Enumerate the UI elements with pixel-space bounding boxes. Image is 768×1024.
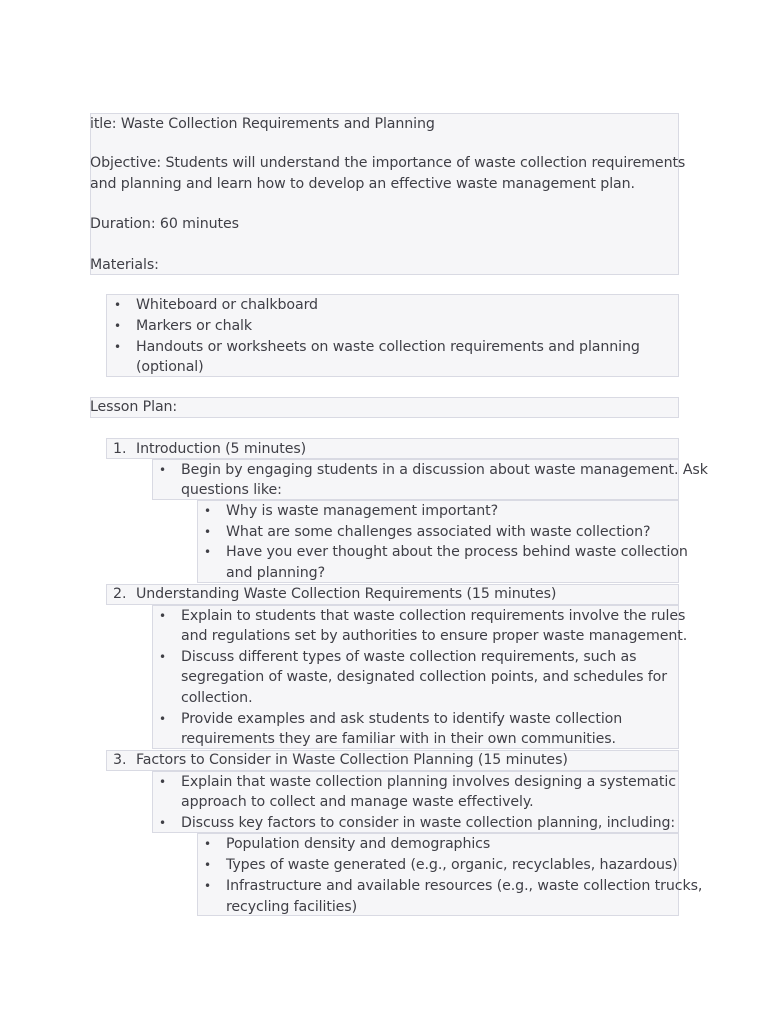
materials-label: Materials: [90,257,159,273]
bullet-icon: • [204,858,212,872]
bullet-icon: • [114,319,122,333]
bullet-icon: • [159,463,167,477]
objective-line-1: Objective: Students will understand the importance of waste collection requirements [90,155,686,171]
bullet-icon: • [159,650,167,664]
materials-item-1: Whiteboard or chalkboard [136,297,318,313]
section-3-bullet-2-line-1: Discuss key factors to consider in waste collection planning, including: [181,815,676,831]
question-1: Why is waste management important? [226,503,499,519]
bullet-icon: • [159,775,167,789]
section-1-bullet-1-line-2: questions like: [181,482,282,498]
section-2-bullet-1-line-2: and regulations set by authorities to ensure proper waste management. [181,628,688,644]
objective-line-2: and planning and learn how to develop an effective waste management plan. [90,176,635,192]
bullet-icon: • [159,816,167,830]
question-2: What are some challenges associated with waste collection? [226,524,651,540]
materials-item-3-line-1: Handouts or worksheets on waste collection requirements and planning [136,339,640,355]
section-2-bullet-1-line-1: Explain to students that waste collection requirements involve the rules [181,608,686,624]
question-3-line-1: Have you ever thought about the process behind waste collection [226,544,688,560]
bullet-icon: • [114,298,122,312]
document-title: itle: Waste Collection Requirements and Planning [90,116,435,132]
section-2-bullet-2-line-2: segregation of waste, designated collection points, and schedules for [181,669,667,685]
bullet-icon: • [204,837,212,851]
bullet-icon: • [114,340,122,354]
bullet-icon: • [204,545,212,559]
section-1-bullet-1-line-1: Begin by engaging students in a discussion about waste management. Ask [181,462,708,478]
factor-3-line-1: Infrastructure and available resources (e.g., waste collection trucks, [226,878,703,894]
question-3-line-2: and planning? [226,565,325,581]
header-block [90,113,679,275]
section-3-number: 3. [113,752,127,768]
section-2-bullet-2-line-1: Discuss different types of waste collection requirements, such as [181,649,637,665]
duration-text: Duration: 60 minutes [90,216,239,232]
section-3-bullet-1-line-2: approach to collect and manage waste effectively. [181,794,534,810]
materials-item-2: Markers or chalk [136,318,253,334]
factor-2: Types of waste generated (e.g., organic, recyclables, hazardous) [226,857,678,873]
bullet-icon: • [159,712,167,726]
bullet-icon: • [204,504,212,518]
section-2-title: Understanding Waste Collection Requirements (15 minutes) [136,586,557,602]
lesson-plan-block [90,397,679,418]
section-2-bullet-2-line-3: collection. [181,690,253,706]
lesson-plan-label: Lesson Plan: [90,399,178,415]
bullet-icon: • [204,879,212,893]
section-3-title: Factors to Consider in Waste Collection Planning (15 minutes) [136,752,568,768]
factor-3-line-2: recycling facilities) [226,899,358,915]
bullet-icon: • [159,609,167,623]
bullet-icon: • [204,525,212,539]
section-2-bullet-3-line-1: Provide examples and ask students to identify waste collection [181,711,623,727]
materials-item-3-line-2: (optional) [136,359,204,375]
section-3-bullet-1-line-1: Explain that waste collection planning involves designing a systematic [181,774,676,790]
section-1-number: 1. [113,441,127,457]
section-1-title: Introduction (5 minutes) [136,441,307,457]
section-2-number: 2. [113,586,127,602]
factor-1: Population density and demographics [226,836,491,852]
section-2-bullet-3-line-2: requirements they are familiar with in their own communities. [181,731,616,747]
